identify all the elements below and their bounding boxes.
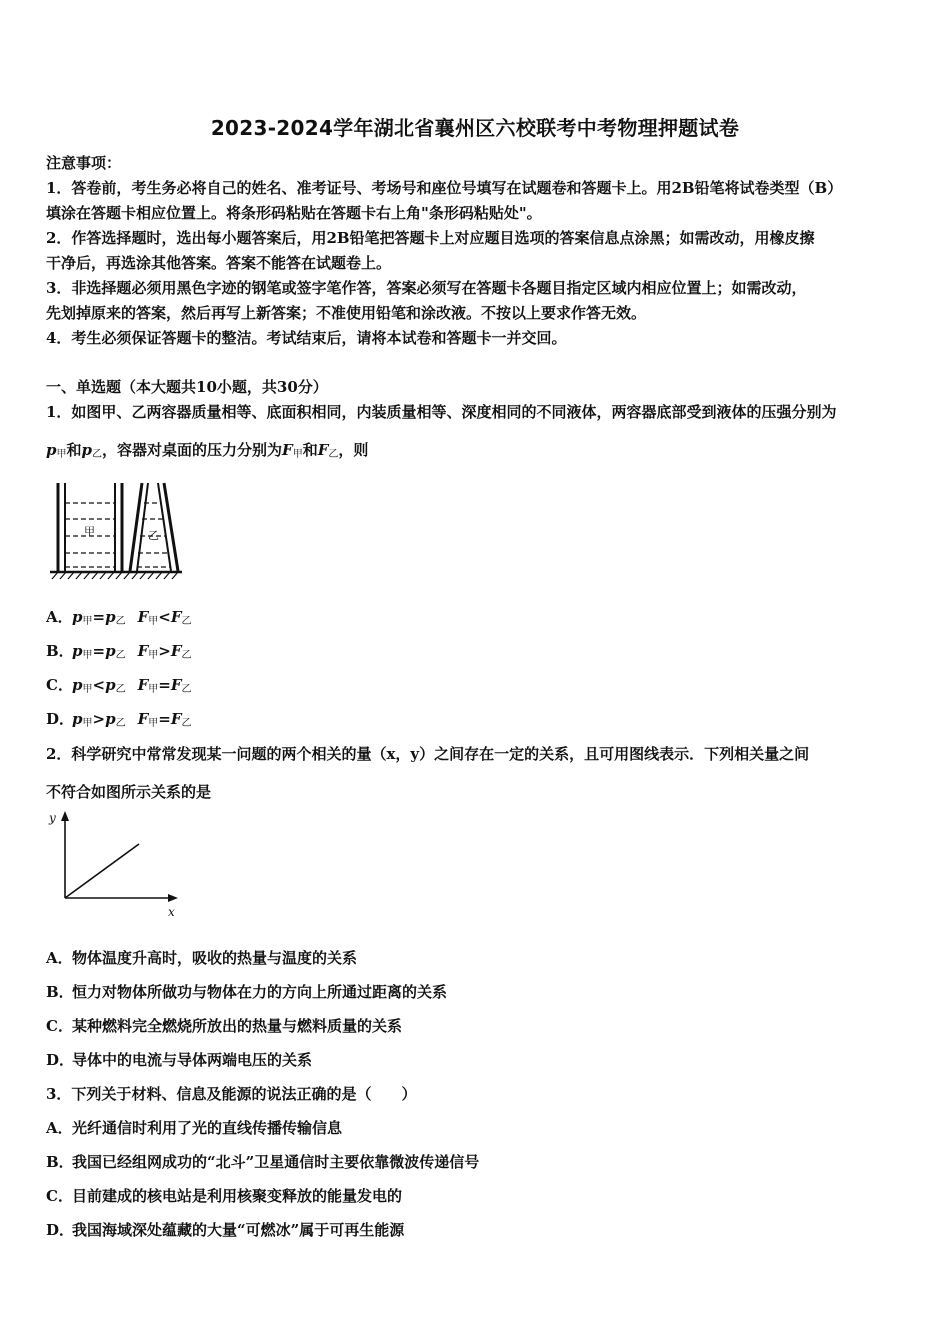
q2-option-d[interactable]: D．导体中的电流与导体两端电压的关系	[46, 1051, 313, 1069]
q2-option-a[interactable]: A．物体温度升高时，吸收的热量与温度的关系	[46, 949, 358, 967]
q1-stem-line2: $p_甲$和$p_乙$，容器对桌面的压力分别为$F_甲$和$F_乙$，则	[46, 441, 369, 460]
q1-stem: 1．如图甲、乙两容器质量相等、底面积相同，内装质量相等、深度相同的不同液体，两容器底部受到液体的压强分别为	[46, 403, 837, 421]
q2-stem-line2: 不符合如图所示关系的是	[46, 783, 212, 801]
container-yi	[130, 483, 178, 571]
page-title: 2023-2024学年湖北省襄州区六校联考中考物理押题试卷	[210, 116, 740, 140]
notice-line: 3．非选择题必须用黑色字迹的钢笔或签字笔作答，答案必须写在答题卡各题目指定区域内相应位置上；如需改动，	[46, 279, 807, 297]
notice-line: 2．作答选择题时，选出每小题答案后，用2B铅笔把答题卡上对应题目选项的答案信息点涂黑；如需改动，用橡皮擦	[46, 229, 815, 247]
proportional-line	[65, 844, 139, 898]
ground	[50, 572, 182, 579]
notice-line: 4．考生必须保证答题卡的整洁。考试结束后，请将本试卷和答题卡一并交回。	[46, 329, 567, 347]
q1-option-c[interactable]: C．$p_甲<p_乙$ $F_甲=F_乙$	[46, 676, 192, 695]
notice-line: 先划掉原来的答案，然后再写上新答案；不准使用铅笔和涂改液。不按以上要求作答无效。	[46, 304, 647, 322]
notice-line: 填涂在答题卡相应位置上。将条形码粘贴在答题卡右上角"条形码粘贴处"。	[46, 204, 542, 222]
y-arrow	[61, 811, 69, 821]
notice-line: 1．答卷前，考生务必将自己的姓名、准考证号、考场号和座位号填写在试题卷和答题卡上。用2B铅笔将试卷类型（B）	[46, 179, 843, 197]
x-arrow	[168, 894, 178, 902]
notice-line: 干净后，再选涂其他答案。答案不能答在试题卷上。	[46, 254, 392, 272]
q2-option-b[interactable]: B．恒力对物体所做功与物体在力的方向上所通过距离的关系	[46, 983, 448, 1001]
notice-heading: 注意事项：	[46, 154, 122, 172]
label-yi: 乙	[148, 529, 159, 542]
axis-x-label: x	[168, 905, 175, 919]
q3-stem: 3．下列关于材料、信息及能源的说法正确的是（ ）	[46, 1085, 417, 1103]
section-heading: 一、单选题（本大题共10小题，共30分）	[46, 378, 328, 396]
q1-option-d[interactable]: D．$p_甲>p_乙$ $F_甲=F_乙$	[46, 710, 192, 729]
q2-stem: 2．科学研究中常常发现某一问题的两个相关的量（x，y）之间存在一定的关系，且可用图线表示．下列相关量之间	[46, 745, 810, 763]
q3-option-b[interactable]: B．我国已经组网成功的“北斗”卫星通信时主要依靠微波传递信号	[46, 1153, 480, 1171]
q1-container-figure	[46, 475, 186, 585]
axis-y-label: y	[49, 811, 56, 825]
q2-graph-figure	[44, 808, 184, 920]
q3-option-d[interactable]: D．我国海域深处蕴藏的大量“可燃冰”属于可再生能源	[46, 1221, 405, 1239]
q1-option-a[interactable]: A．$p_甲=p_乙$ $F_甲<F_乙$	[46, 608, 192, 627]
q3-option-c[interactable]: C．目前建成的核电站是利用核聚变释放的能量发电的	[46, 1187, 403, 1205]
q1-option-b[interactable]: B．$p_甲=p_乙$ $F_甲>F_乙$	[46, 642, 192, 661]
q3-option-a[interactable]: A．光纤通信时利用了光的直线传播传输信息	[46, 1119, 343, 1137]
q2-option-c[interactable]: C．某种燃料完全燃烧所放出的热量与燃料质量的关系	[46, 1017, 403, 1035]
label-jia: 甲	[84, 525, 95, 538]
